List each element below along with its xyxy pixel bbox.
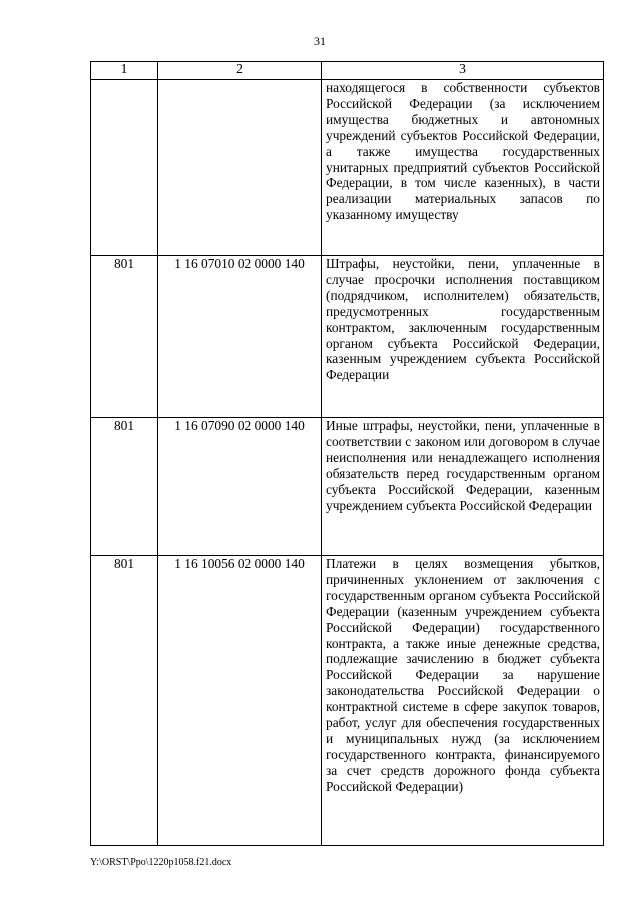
kbk-code-cell: 1 16 10056 02 0000 140 xyxy=(158,556,322,846)
page-number: 31 xyxy=(314,34,326,48)
table-header-row xyxy=(91,62,604,80)
admin-code-cell: 801 xyxy=(91,256,158,418)
kbk-code-cell: 1 16 07010 02 0000 140 xyxy=(158,256,322,418)
column-header-3: 3 xyxy=(322,62,604,80)
table-row xyxy=(91,80,604,256)
kbk-code-cell: 1 16 07090 02 0000 140 xyxy=(158,418,322,556)
description-cell: Платежи в целях возмещения убытков, причиненных уклонением от заключения с государственным органом субъекта Российской Федерации (казенным учреждением субъекта Российской Федерации) государственного контракта, а также иные денежные средства, подлежащие зачислению в бюджет субъекта Российской Федерации за нарушение законодательства Российской Федерации о контрактной системе в сфере закупок товаров, работ, услуг для обеспечения государственных и муниципальных нужд (за исключением государственного контракта, финансируемого за счет средств дорожного фонда субъекта Российской Федерации) xyxy=(322,556,604,846)
admin-code-cell xyxy=(91,80,158,256)
table-row xyxy=(91,256,604,418)
kbk-code-cell xyxy=(158,80,322,256)
table-row xyxy=(91,418,604,556)
description-cell: Штрафы, неустойки, пени, уплаченные в случае просрочки исполнения поставщиком (подрядчиком, исполнителем) обязательств, предусмотренных государственным контрактом, заключенным государственным органом субъекта Российской Федерации, казенным учреждением субъекта Российской Федерации xyxy=(322,256,604,418)
budget-codes-table xyxy=(90,61,604,846)
description-cell: Иные штрафы, неустойки, пени, уплаченные в соответствии с законом или договором в случае неисполнения или ненадлежащего исполнения обязательств перед государственным органом субъекта Российской Федерации, казенным учреждением субъекта Российской Федерации xyxy=(322,418,604,556)
column-header-1: 1 xyxy=(91,62,158,80)
admin-code-cell: 801 xyxy=(91,556,158,846)
table-row xyxy=(91,556,604,846)
admin-code-cell: 801 xyxy=(91,418,158,556)
footer-file-path: Y:\ORST\Ppo\1220p1058.f21.docx xyxy=(90,857,232,868)
description-cell: находящегося в собственности субъектов Российской Федерации (за исключением имущества бюджетных и автономных учреждений субъектов Российской Федерации, а также имущества государственных унитарных предприятий субъектов Российской Федерации, в том числе казенных), в части реализации материальных запасов по указанному имуществу xyxy=(322,80,604,256)
column-header-2: 2 xyxy=(158,62,322,80)
